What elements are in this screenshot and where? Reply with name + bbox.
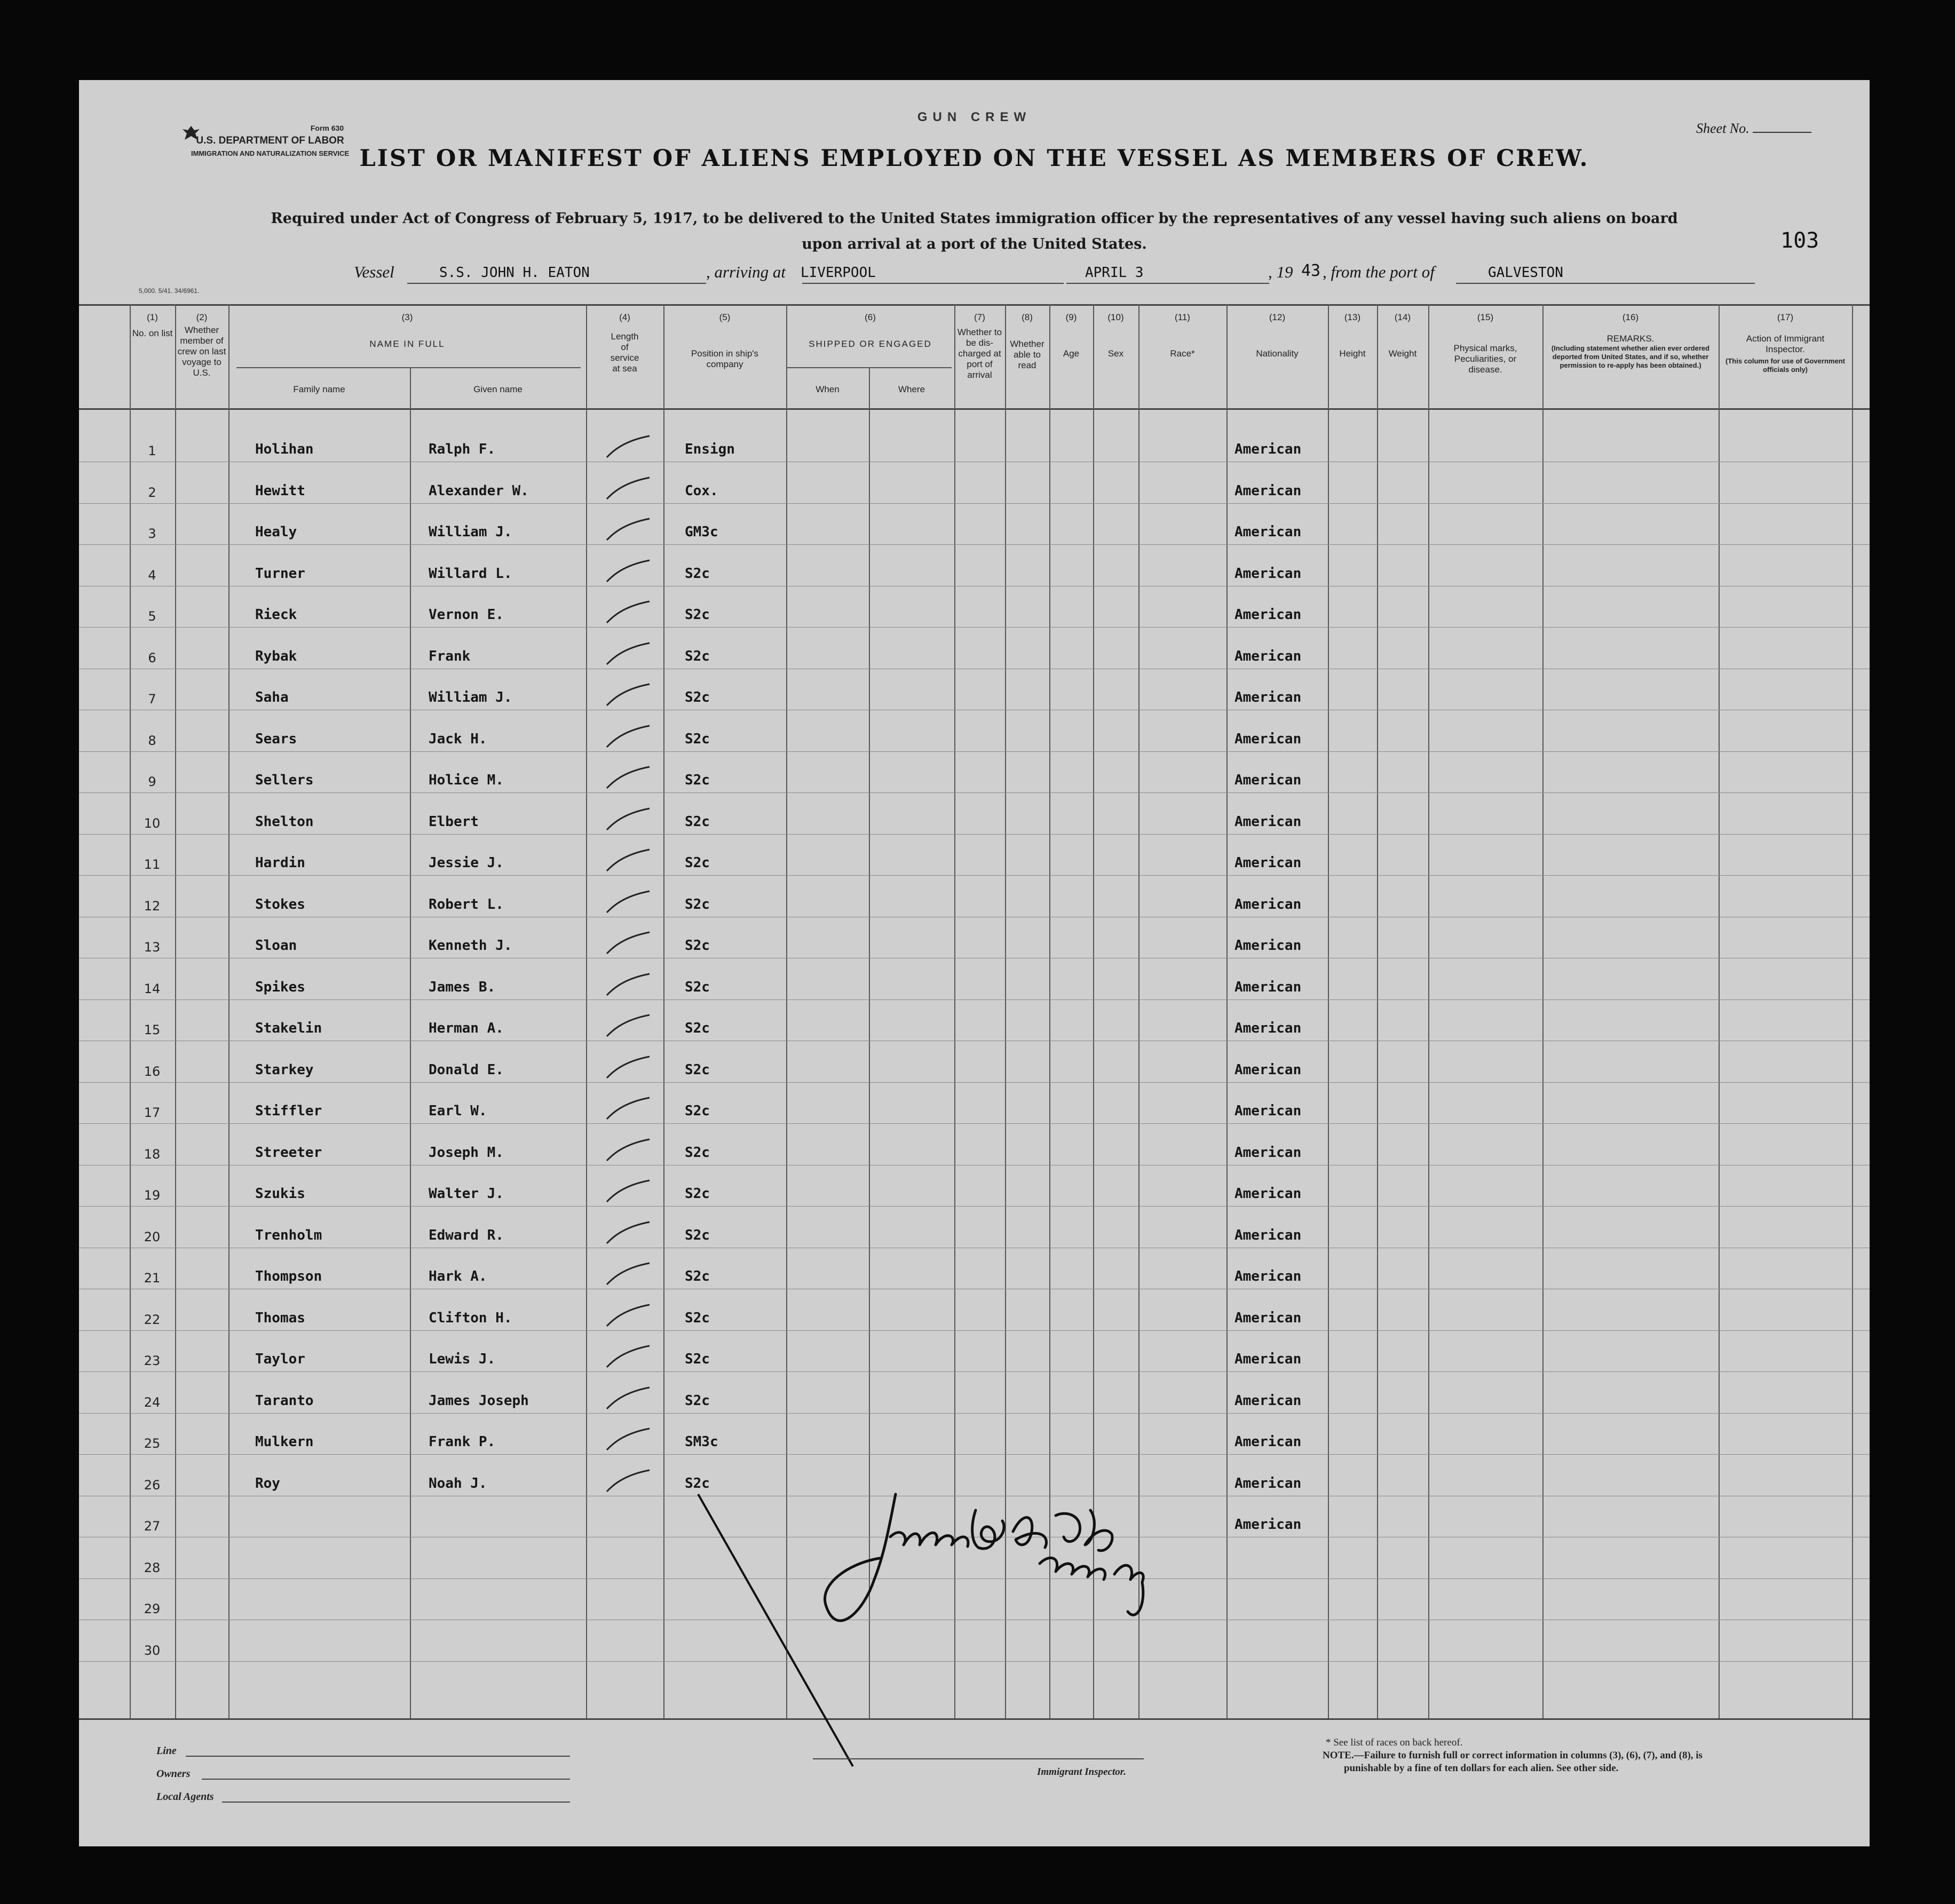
table-bottom-border: [79, 1718, 1870, 1720]
col5-label: Position in ship's company: [691, 348, 759, 369]
nationality: American: [1234, 648, 1302, 664]
given-name: Robert L.: [429, 896, 504, 913]
row-number: 11: [144, 857, 161, 872]
row-number: 7: [148, 692, 156, 707]
service-check-mark: [605, 765, 653, 791]
from-port-underline: [1456, 283, 1755, 284]
nationality: American: [1234, 1351, 1302, 1367]
service-check-mark: [605, 1220, 653, 1247]
row-number: 9: [148, 774, 156, 789]
footnote: [1323, 1736, 1703, 1775]
given-name: Vernon E.: [429, 607, 504, 623]
service-check-mark: [605, 641, 653, 668]
family-name: Spikes: [255, 979, 305, 995]
row-number: 4: [148, 567, 156, 583]
row-number: 23: [144, 1353, 161, 1368]
row-number: 17: [144, 1105, 161, 1120]
service-check-mark: [605, 889, 653, 916]
col7-number: (7): [974, 312, 985, 322]
family-name: Stakelin: [255, 1020, 322, 1036]
given-name: Kenneth J.: [429, 938, 512, 954]
given-name: James B.: [429, 979, 496, 995]
inspector-label: Immigrant Inspector.: [1037, 1766, 1126, 1778]
col14-header: [1377, 312, 1428, 359]
inspector-underline: [813, 1758, 1144, 1759]
family-name: Stokes: [255, 896, 305, 913]
col3-label: NAME IN FULL: [369, 339, 445, 349]
family-name: Sloan: [255, 938, 297, 954]
family-name: Taranto: [255, 1392, 314, 1409]
nationality: American: [1234, 607, 1302, 623]
nationality: American: [1234, 689, 1302, 705]
row-rule: [79, 1330, 1870, 1331]
ship-position: S2c: [685, 1061, 710, 1078]
note-line-1: NOTE.—Failure to furnish full or correct information in columns (3), (6), (7), and (8), is: [1323, 1750, 1703, 1761]
given-name: Donald E.: [429, 1061, 504, 1078]
col1-label: No. on list: [132, 328, 173, 338]
family-name: Saha: [255, 689, 289, 705]
col16-header: [1542, 312, 1719, 370]
family-name: Sears: [255, 731, 297, 747]
col9-label: Age: [1063, 348, 1080, 359]
col3a-header: Family name: [293, 384, 345, 394]
column-divider: [175, 304, 176, 1718]
service-check-mark: [605, 847, 653, 874]
given-name: James Joseph: [429, 1392, 529, 1409]
col3-number: (3): [401, 312, 413, 322]
family-name: Szukis: [255, 1186, 305, 1202]
family-name: Rybak: [255, 648, 297, 664]
col11-header: [1138, 312, 1226, 359]
column-divider: [1377, 304, 1378, 1718]
nationality: American: [1234, 1061, 1302, 1078]
column-divider: [1719, 304, 1720, 1718]
nationality: American: [1234, 1475, 1302, 1492]
family-name: Mulkern: [255, 1434, 314, 1450]
row-number: 6: [148, 650, 156, 665]
row-number: 1: [148, 443, 156, 458]
from-port-label: , from the port of: [1323, 263, 1435, 281]
col9-header: [1049, 312, 1093, 359]
service-check-mark: [605, 1468, 653, 1495]
nationality: American: [1234, 482, 1302, 499]
print-code: 5,000. 5/41. 34/6961.: [139, 287, 200, 295]
sheet-number: [1696, 121, 1811, 137]
column-divider: [130, 304, 131, 1718]
requirement-line-1: Required under Act of Congress of February 5, 1917, to be delivered to the United States immigration officer by the representatives of any vessel having such aliens on board: [271, 210, 1678, 227]
col12-header: [1226, 312, 1328, 359]
ship-position: S2c: [685, 896, 710, 913]
col14-number: (14): [1394, 312, 1411, 322]
service-check-mark: [605, 806, 653, 833]
col7-label: Whether to be dis-charged at port of arrival: [957, 327, 1002, 380]
service-check-mark: [605, 1096, 653, 1122]
col4-header: [586, 312, 663, 374]
ship-position: Ensign: [685, 441, 735, 457]
row-number: 29: [144, 1601, 161, 1616]
col11-number: (11): [1175, 312, 1190, 322]
arriving-underline: [802, 283, 1064, 284]
row-number: 30: [144, 1643, 161, 1658]
service-check-mark: [605, 1303, 653, 1329]
arriving-port: LIVERPOOL: [801, 265, 876, 281]
row-rule: [79, 875, 1870, 876]
col12-label: Nationality: [1256, 348, 1299, 359]
service-check-mark: [605, 1344, 653, 1370]
given-name: William J.: [429, 689, 512, 705]
row-rule: [79, 503, 1870, 504]
col8-header: [1005, 312, 1049, 371]
family-name: Taylor: [255, 1351, 305, 1367]
col17-header: [1719, 312, 1852, 374]
col15-header: [1428, 312, 1542, 375]
ship-position: S2c: [685, 1227, 710, 1243]
column-divider: [410, 367, 411, 1718]
row-number: 3: [148, 526, 156, 541]
nationality: American: [1234, 813, 1302, 830]
col10-number: (10): [1107, 312, 1124, 322]
service-check-mark: [605, 724, 653, 750]
row-number: 16: [144, 1064, 161, 1079]
agents-underline: [222, 1802, 570, 1803]
col13-header: [1328, 312, 1377, 359]
col16-note: (Including statement whether alien ever ordered deported from United States, and if so, whether permission to re-apply has been obtained.): [1551, 344, 1710, 369]
row-number: 18: [144, 1146, 161, 1162]
family-name: Rieck: [255, 607, 297, 623]
family-name: Holihan: [255, 441, 314, 457]
column-divider: [1542, 304, 1544, 1718]
nationality: American: [1234, 1186, 1302, 1202]
col17-label: Action of Immigrant Inspector.: [1746, 334, 1825, 354]
ship-position: S2c: [685, 855, 710, 871]
nationality: American: [1234, 1268, 1302, 1284]
col5-header: [663, 312, 786, 370]
col11-label: Race*: [1170, 348, 1195, 359]
row-number: 8: [148, 733, 156, 748]
row-rule: [79, 751, 1870, 752]
given-name: Clifton H.: [429, 1310, 512, 1326]
col16-number: (16): [1622, 312, 1639, 322]
nationality: American: [1234, 1517, 1302, 1533]
row-number: 10: [144, 815, 161, 831]
nationality: American: [1234, 1227, 1302, 1243]
col10-label: Sex: [1107, 348, 1124, 359]
given-name: Earl W.: [429, 1103, 487, 1119]
col6b-header: Where: [898, 384, 925, 394]
given-name: Edward R.: [429, 1227, 504, 1243]
col17-number: (17): [1777, 312, 1794, 322]
ship-position: S2c: [685, 938, 710, 954]
family-name: Streeter: [255, 1144, 322, 1161]
nationality: American: [1234, 855, 1302, 871]
note-line-2: punishable by a fine of ten dollars for each alien. See other side.: [1344, 1763, 1619, 1774]
family-name: Stiffler: [255, 1103, 322, 1119]
col12-number: (12): [1269, 312, 1286, 322]
ship-position: S2c: [685, 772, 710, 788]
service-check-mark: [605, 1137, 653, 1164]
service-check-mark: [605, 1054, 653, 1081]
row-rule: [79, 1371, 1870, 1372]
ship-position: S2c: [685, 1392, 710, 1409]
col7-header: [954, 312, 1005, 380]
row-number: 5: [148, 609, 156, 624]
given-name: Herman A.: [429, 1020, 504, 1036]
owners-underline: [202, 1779, 570, 1780]
service-check-mark: [605, 1261, 653, 1288]
ship-position: Cox.: [685, 482, 718, 499]
ship-position: GM3c: [685, 524, 718, 540]
row-number: 25: [144, 1436, 161, 1451]
given-name: Hark A.: [429, 1268, 487, 1284]
races-note: * See list of races on back hereof.: [1326, 1737, 1463, 1748]
column-divider: [586, 304, 587, 1718]
nationality: American: [1234, 772, 1302, 788]
col5-number: (5): [719, 312, 731, 322]
owners-label: Owners: [156, 1768, 191, 1780]
ship-position: S2c: [685, 1103, 710, 1119]
nationality: American: [1234, 1310, 1302, 1326]
nationality: American: [1234, 1103, 1302, 1119]
sheet-label: Sheet No.: [1696, 121, 1750, 136]
inspector-signature: [816, 1478, 1157, 1692]
given-name: Frank: [429, 648, 471, 664]
ship-position: S2c: [685, 1268, 710, 1284]
row-number: 14: [144, 981, 161, 996]
nationality: American: [1234, 565, 1302, 582]
service-check-mark: [605, 517, 653, 543]
col10-header: [1093, 312, 1138, 359]
requirement-text: [79, 206, 1870, 257]
given-name: Willard L.: [429, 565, 512, 582]
row-number: 24: [144, 1394, 161, 1410]
row-number: 19: [144, 1188, 161, 1203]
row-number: 22: [144, 1312, 161, 1327]
ship-position: S2c: [685, 1351, 710, 1367]
service-check-mark: [605, 930, 653, 957]
row-rule: [79, 627, 1870, 628]
year-suffix: 43: [1301, 261, 1321, 280]
col15-number: (15): [1477, 312, 1494, 322]
row-rule: [79, 1206, 1870, 1207]
row-number: 13: [144, 940, 161, 955]
family-name: Shelton: [255, 813, 314, 830]
column-divider: [1428, 304, 1429, 1718]
service-check-mark: [605, 558, 653, 585]
ship-position: S2c: [685, 1186, 710, 1202]
column-divider: [1226, 304, 1228, 1718]
col8-number: (8): [1022, 312, 1033, 322]
given-name: Ralph F.: [429, 441, 496, 457]
row-rule: [79, 999, 1870, 1000]
line-label: Line: [156, 1745, 177, 1757]
service-check-mark: [605, 1178, 653, 1205]
ship-position: S2c: [685, 1475, 710, 1492]
ship-position: S2c: [685, 979, 710, 995]
manifest-sheet: [79, 80, 1870, 1846]
service-check-mark: [605, 1013, 653, 1040]
given-name: William J.: [429, 524, 512, 540]
service-check-mark: [605, 1426, 653, 1453]
vessel-label: Vessel: [354, 263, 394, 281]
col1-header: [130, 312, 175, 339]
column-divider: [663, 304, 664, 1718]
ship-position: S2c: [685, 689, 710, 705]
family-name: Turner: [255, 565, 305, 582]
form-number: Form 630: [310, 124, 344, 132]
col3-header: [228, 312, 586, 350]
family-name: Thompson: [255, 1268, 322, 1284]
ship-position: S2c: [685, 1144, 710, 1161]
row-rule: [79, 1413, 1870, 1414]
service-check-mark: [605, 972, 653, 998]
ship-position: S2c: [685, 565, 710, 582]
col17-note: (This column for use of Government officials only): [1726, 357, 1845, 374]
nationality: American: [1234, 1144, 1302, 1161]
agency-subname: IMMIGRATION AND NATURALIZATION SERVICE: [191, 149, 350, 157]
service-check-mark: [605, 599, 653, 626]
family-name: Hardin: [255, 855, 305, 871]
page-title: LIST OR MANIFEST OF ALIENS EMPLOYED ON THE VESSEL AS MEMBERS OF CREW.: [359, 145, 1589, 172]
col14-label: Weight: [1388, 348, 1417, 359]
row-number: 20: [144, 1229, 161, 1244]
nationality: American: [1234, 524, 1302, 540]
ship-position: S2c: [685, 648, 710, 664]
row-rule: [79, 834, 1870, 835]
col4-number: (4): [619, 312, 630, 322]
row-number: 27: [144, 1519, 161, 1534]
col6-label: SHIPPED OR ENGAGED: [809, 339, 932, 349]
requirement-line-2: upon arrival at a port of the United States.: [802, 236, 1147, 252]
ship-position: S2c: [685, 607, 710, 623]
col9-number: (9): [1065, 312, 1077, 322]
col13-number: (13): [1344, 312, 1361, 322]
ship-position: S2c: [685, 731, 710, 747]
row-number: 28: [144, 1560, 161, 1575]
col8-label: Whether able to read: [1010, 339, 1044, 370]
nationality: American: [1234, 938, 1302, 954]
service-check-mark: [605, 475, 653, 502]
vessel-name: S.S. JOHN H. EATON: [439, 265, 590, 281]
sheet-number-blank: [1753, 132, 1811, 133]
name-subheader-line: [236, 367, 581, 368]
row-number: 2: [148, 485, 156, 500]
col2-label: Whether member of crew on last voyage to U.S.: [177, 325, 226, 378]
row-rule: [79, 1082, 1870, 1083]
arrival-date: APRIL 3: [1085, 265, 1144, 281]
given-name: Lewis J.: [429, 1351, 496, 1367]
page-number: 103: [1780, 228, 1819, 253]
family-name: Thomas: [255, 1310, 305, 1326]
nationality: American: [1234, 441, 1302, 457]
given-name: Jack H.: [429, 731, 487, 747]
given-name: Alexander W.: [429, 482, 529, 499]
col6-number: (6): [865, 312, 876, 322]
family-name: Starkey: [255, 1061, 314, 1078]
given-name: Jessie J.: [429, 855, 504, 871]
column-divider: [786, 304, 787, 1718]
given-name: Holice M.: [429, 772, 504, 788]
family-name: Roy: [255, 1475, 280, 1492]
family-name: Healy: [255, 524, 297, 540]
agents-label: Local Agents: [156, 1791, 214, 1803]
family-name: Hewitt: [255, 482, 305, 499]
col16-label: REMARKS.: [1606, 334, 1655, 344]
ship-position: S2c: [685, 1310, 710, 1326]
ship-position: S2c: [685, 1020, 710, 1036]
column-divider: [228, 304, 229, 1718]
table-top-border: [79, 304, 1870, 306]
row-number: 12: [144, 898, 161, 914]
given-name: Elbert: [429, 813, 479, 830]
given-name: Joseph M.: [429, 1144, 504, 1161]
col13-label: Height: [1339, 348, 1366, 359]
header-bottom-border: [79, 408, 1870, 410]
row-number: 15: [144, 1022, 161, 1037]
service-check-mark: [605, 1385, 653, 1412]
ship-position: S2c: [685, 813, 710, 830]
col2-header: [175, 312, 228, 378]
row-rule: [79, 1454, 1870, 1455]
nationality: American: [1234, 1020, 1302, 1036]
row-rule: [79, 1123, 1870, 1124]
row-rule: [79, 792, 1870, 793]
line-underline: [186, 1756, 570, 1757]
date-underline: [1066, 283, 1269, 284]
nationality: American: [1234, 1392, 1302, 1409]
col2-number: (2): [196, 312, 208, 322]
ship-position: SM3c: [685, 1434, 718, 1450]
col3b-header: Given name: [473, 384, 523, 394]
col1-number: (1): [147, 312, 158, 322]
gun-crew-title: GUN CREW: [917, 110, 1032, 124]
nationality: American: [1234, 979, 1302, 995]
row-rule: [79, 544, 1870, 545]
column-divider: [1328, 304, 1329, 1718]
nationality: American: [1234, 896, 1302, 913]
col15-label: Physical marks, Peculiarities, or disease.: [1453, 343, 1517, 375]
family-name: Sellers: [255, 772, 314, 788]
vessel-underline: [407, 283, 706, 284]
family-name: Trenholm: [255, 1227, 322, 1243]
nationality: American: [1234, 731, 1302, 747]
row-number: 21: [144, 1271, 161, 1286]
col6a-header: When: [816, 384, 840, 394]
nationality: American: [1234, 1434, 1302, 1450]
year-prefix: , 19: [1268, 263, 1293, 281]
arriving-label: , arriving at: [706, 263, 786, 281]
given-name: Walter J.: [429, 1186, 504, 1202]
given-name: Frank P.: [429, 1434, 496, 1450]
col6-header: [786, 312, 954, 350]
column-divider: [1852, 304, 1853, 1718]
service-check-mark: [605, 434, 653, 461]
agency-name: U.S. DEPARTMENT OF LABOR: [196, 135, 344, 146]
row-number: 26: [144, 1477, 161, 1493]
given-name: Noah J.: [429, 1475, 487, 1492]
from-port: GALVESTON: [1488, 265, 1563, 281]
service-check-mark: [605, 682, 653, 709]
col4-label: Length of service at sea: [610, 331, 639, 374]
